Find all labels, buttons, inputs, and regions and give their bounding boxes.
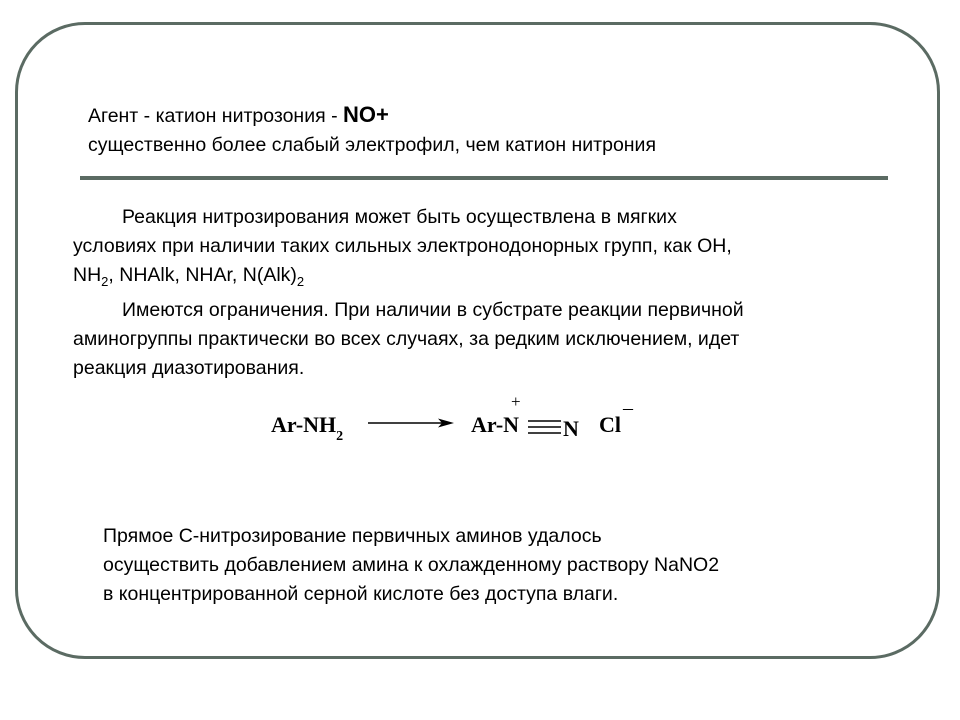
- chloride-anion: Cl: [599, 412, 621, 437]
- c-nitrosation-paragraph: [103, 522, 719, 609]
- agent-line-1: [88, 100, 656, 131]
- para3-line-3: в концентрированной серной кислоте без доступа влаги.: [103, 583, 619, 605]
- triple-bond: [527, 418, 563, 436]
- para3-line-1: Прямое С-нитрозирование первичных аминов удалось: [103, 525, 602, 547]
- para1-line-1: Реакция нитрозирования может быть осуществлена в мягких: [122, 206, 677, 228]
- para2-line-1: Имеются ограничения. При наличии в субстрате реакции первичной: [122, 299, 744, 321]
- nitrosonium-formula: NO+: [342, 102, 389, 127]
- nh-group: NH: [73, 264, 102, 286]
- nitrosation-paragraph: [73, 203, 732, 290]
- para2-line-2: аминогруппы практически во всех случаях, за редким исключением, идет: [73, 328, 740, 350]
- nh-subscript: 2: [101, 274, 109, 289]
- reaction-reactant: [271, 412, 344, 444]
- alk-subscript: 2: [296, 274, 305, 289]
- reaction-arrow: [366, 414, 456, 430]
- reactant-text: Ar-NH: [271, 412, 337, 437]
- diazonium-n: N: [563, 416, 579, 441]
- para2-line-3: реакция диазотирования.: [73, 357, 305, 379]
- groups-list: , NHAlk, NHAr, N(Alk): [108, 264, 297, 286]
- limitations-paragraph: [73, 296, 744, 383]
- diazonium-ar-n: Ar-N: [471, 412, 520, 437]
- agent-block: [88, 100, 656, 160]
- anion-charge: –: [623, 397, 633, 419]
- para1-line-2: условиях при наличии таких сильных электронодонорных групп, как ОН,: [73, 235, 732, 257]
- para3-line-2: осуществить добавлением амина к охлажденному раствору NaNO2: [103, 554, 720, 576]
- reactant-subscript: 2: [336, 429, 344, 444]
- agent-prefix: Агент - катион нитрозония -: [88, 105, 343, 127]
- cation-charge: +: [511, 392, 521, 411]
- agent-line-2: существенно более слабый электрофил, чем катион нитрония: [88, 134, 657, 156]
- section-divider: [80, 176, 888, 180]
- para1-line-3: [73, 261, 732, 290]
